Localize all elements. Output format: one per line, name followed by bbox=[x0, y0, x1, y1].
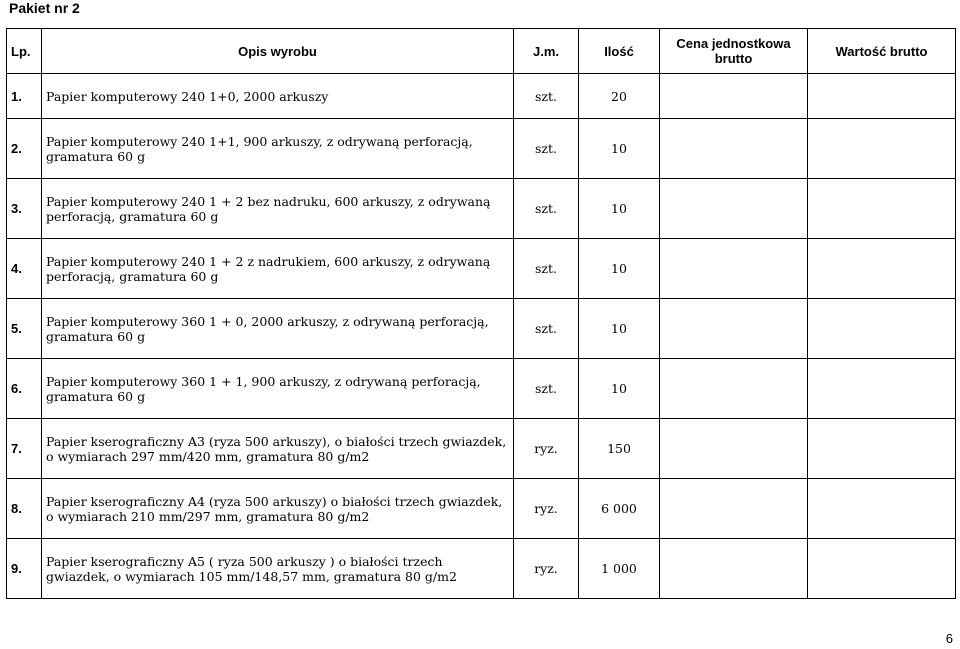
row-total-value-cell bbox=[808, 299, 956, 359]
row-quantity-cell: 150 bbox=[579, 419, 660, 479]
row-unit-cell: szt. bbox=[514, 119, 579, 179]
row-lp-cell: 7. bbox=[7, 419, 42, 479]
header-opis: Opis wyrobu bbox=[42, 29, 514, 74]
row-unit-price-cell bbox=[660, 74, 808, 119]
row-lp-cell: 1. bbox=[7, 74, 42, 119]
header-lp: Lp. bbox=[7, 29, 42, 74]
row-unit-price-cell bbox=[660, 179, 808, 239]
row-quantity-cell: 10 bbox=[579, 239, 660, 299]
table-row bbox=[7, 539, 956, 599]
row-unit-cell: szt. bbox=[514, 299, 579, 359]
table-row bbox=[7, 119, 956, 179]
table-row bbox=[7, 239, 956, 299]
row-total-value-cell bbox=[808, 119, 956, 179]
row-quantity-cell: 10 bbox=[579, 119, 660, 179]
row-unit-price-cell bbox=[660, 119, 808, 179]
header-cena: Cena jednostkowa brutto bbox=[660, 29, 808, 74]
row-description-cell: Papier komputerowy 240 1+1, 900 arkuszy, z odrywaną perforacją, gramatura 60 g bbox=[42, 119, 514, 179]
row-quantity-cell: 10 bbox=[579, 359, 660, 419]
row-unit-price-cell bbox=[660, 479, 808, 539]
row-unit-price-cell bbox=[660, 239, 808, 299]
table-row bbox=[7, 299, 956, 359]
row-total-value-cell bbox=[808, 539, 956, 599]
table-row bbox=[7, 479, 956, 539]
row-quantity-cell: 20 bbox=[579, 74, 660, 119]
row-unit-price-cell bbox=[660, 359, 808, 419]
header-wartosc: Wartość brutto bbox=[808, 29, 956, 74]
row-unit-cell: ryz. bbox=[514, 479, 579, 539]
row-unit-cell: szt. bbox=[514, 359, 579, 419]
row-description-cell: Papier komputerowy 240 1+0, 2000 arkuszy bbox=[42, 74, 514, 119]
row-lp-cell: 8. bbox=[7, 479, 42, 539]
table-row bbox=[7, 359, 956, 419]
row-quantity-cell: 6 000 bbox=[579, 479, 660, 539]
row-unit-cell: szt. bbox=[514, 239, 579, 299]
row-description-cell: Papier komputerowy 360 1 + 1, 900 arkuszy, z odrywaną perforacją, gramatura 60 g bbox=[42, 359, 514, 419]
row-quantity-cell: 10 bbox=[579, 299, 660, 359]
row-unit-price-cell bbox=[660, 419, 808, 479]
page-number: 6 bbox=[945, 631, 953, 646]
row-lp-cell: 9. bbox=[7, 539, 42, 599]
row-lp-cell: 5. bbox=[7, 299, 42, 359]
table-row bbox=[7, 74, 956, 119]
row-unit-cell: szt. bbox=[514, 179, 579, 239]
table-row bbox=[7, 419, 956, 479]
row-lp-cell: 6. bbox=[7, 359, 42, 419]
row-total-value-cell bbox=[808, 479, 956, 539]
row-unit-cell: ryz. bbox=[514, 419, 579, 479]
row-total-value-cell bbox=[808, 419, 956, 479]
row-description-cell: Papier kserograficzny A5 ( ryza 500 arkuszy ) o białości trzech gwiazdek, o wymiarach 105 mm/148,57 mm, gramatura 80 g/m2 bbox=[42, 539, 514, 599]
row-lp-cell: 4. bbox=[7, 239, 42, 299]
row-quantity-cell: 10 bbox=[579, 179, 660, 239]
row-total-value-cell bbox=[808, 179, 956, 239]
product-table bbox=[6, 28, 956, 599]
row-lp-cell: 2. bbox=[7, 119, 42, 179]
table-row bbox=[7, 179, 956, 239]
row-quantity-cell: 1 000 bbox=[579, 539, 660, 599]
row-total-value-cell bbox=[808, 239, 956, 299]
row-unit-cell: szt. bbox=[514, 74, 579, 119]
header-ilosc: Ilość bbox=[579, 29, 660, 74]
row-description-cell: Papier komputerowy 240 1 + 2 bez nadruku, 600 arkuszy, z odrywaną perforacją, gramatura 60 g bbox=[42, 179, 514, 239]
page-title: Pakiet nr 2 bbox=[9, 0, 80, 16]
row-description-cell: Papier kserograficzny A3 (ryza 500 arkuszy), o białości trzech gwiazdek, o wymiarach 297 mm/420 mm, gramatura 80 g/m2 bbox=[42, 419, 514, 479]
row-unit-cell: ryz. bbox=[514, 539, 579, 599]
row-description-cell: Papier kserograficzny A4 (ryza 500 arkuszy) o białości trzech gwiazdek, o wymiarach 210 mm/297 mm, gramatura 80 g/m2 bbox=[42, 479, 514, 539]
row-description-cell: Papier komputerowy 360 1 + 0, 2000 arkuszy, z odrywaną perforacją, gramatura 60 g bbox=[42, 299, 514, 359]
row-unit-price-cell bbox=[660, 539, 808, 599]
row-description-cell: Papier komputerowy 240 1 + 2 z nadrukiem, 600 arkuszy, z odrywaną perforacją, gramatura 60 g bbox=[42, 239, 514, 299]
row-lp-cell: 3. bbox=[7, 179, 42, 239]
table-header-row bbox=[7, 29, 956, 74]
row-unit-price-cell bbox=[660, 299, 808, 359]
row-total-value-cell bbox=[808, 74, 956, 119]
header-jm: J.m. bbox=[514, 29, 579, 74]
row-total-value-cell bbox=[808, 359, 956, 419]
